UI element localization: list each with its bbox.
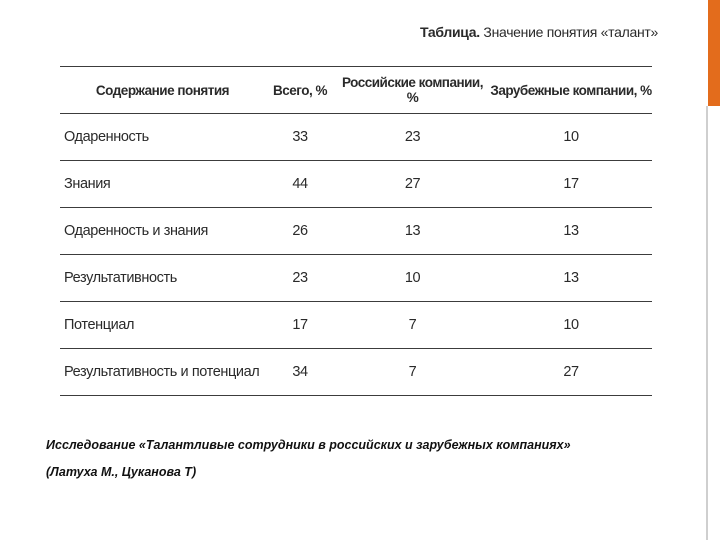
row-label: Результативность [60, 255, 265, 302]
accent-bar [708, 0, 720, 106]
cell-russian: 27 [335, 161, 490, 208]
cell-foreign: 10 [490, 302, 652, 349]
cell-russian: 7 [335, 302, 490, 349]
cell-foreign: 13 [490, 208, 652, 255]
table-row [60, 302, 652, 349]
row-label: Потенциал [60, 302, 265, 349]
table-header-row [60, 67, 652, 114]
table-row [60, 208, 652, 255]
cell-total: 33 [265, 114, 335, 161]
row-label: Одаренность [60, 114, 265, 161]
cell-foreign: 27 [490, 349, 652, 396]
column-header: Всего, % [265, 67, 335, 114]
table-row [60, 349, 652, 396]
cell-foreign: 17 [490, 161, 652, 208]
cell-foreign: 13 [490, 255, 652, 302]
table-caption [420, 24, 658, 40]
cell-russian: 23 [335, 114, 490, 161]
cell-russian: 7 [335, 349, 490, 396]
cell-foreign: 10 [490, 114, 652, 161]
table-caption-prefix: Таблица. [419, 24, 480, 40]
right-divider [706, 106, 708, 540]
column-header: Российские компании, % [335, 67, 490, 114]
column-header: Зарубежные компании, % [490, 67, 652, 114]
column-header: Содержание понятия [60, 67, 265, 114]
cell-total: 44 [265, 161, 335, 208]
cell-russian: 13 [335, 208, 490, 255]
cell-total: 26 [265, 208, 335, 255]
table-row [60, 255, 652, 302]
table-row [60, 114, 652, 161]
cell-russian: 10 [335, 255, 490, 302]
cell-total: 23 [265, 255, 335, 302]
row-label: Знания [60, 161, 265, 208]
source-citation: Исследование «Талантливые сотрудники в российских и зарубежных компаниях» [46, 438, 571, 452]
source-authors: (Латуха М., Цуканова Т) [46, 465, 197, 479]
data-table [60, 66, 652, 396]
row-label: Одаренность и знания [60, 208, 265, 255]
cell-total: 17 [265, 302, 335, 349]
table-row [60, 161, 652, 208]
row-label: Результативность и потенциал [60, 349, 265, 396]
table-caption-text: Значение понятия «талант» [483, 24, 658, 40]
cell-total: 34 [265, 349, 335, 396]
